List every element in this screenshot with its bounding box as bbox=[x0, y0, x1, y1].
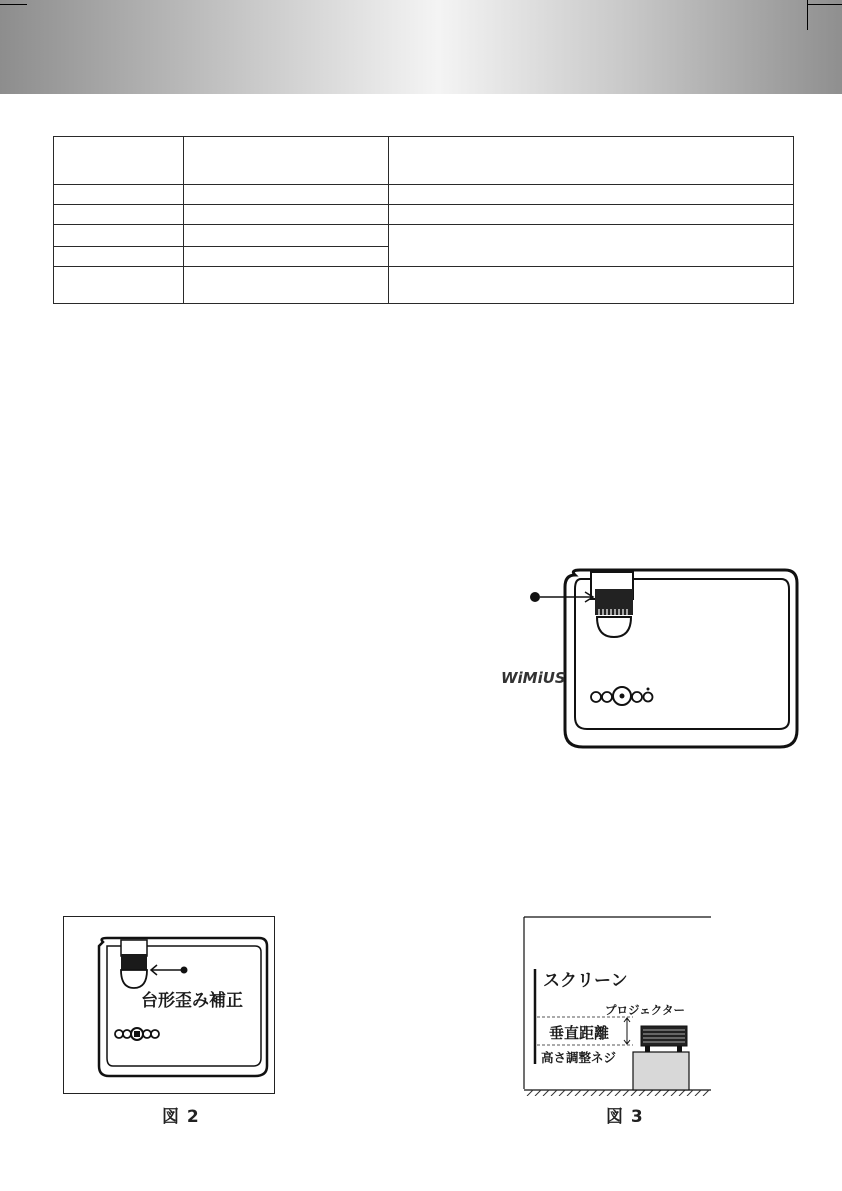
projector-figure bbox=[495, 565, 805, 755]
vertical-distance-label: 垂直距離 bbox=[549, 1024, 610, 1042]
table-cell bbox=[54, 267, 184, 304]
table-cell bbox=[389, 267, 794, 304]
table-cell bbox=[389, 205, 794, 225]
height-screw-label: 高さ調整ネジ bbox=[541, 1050, 617, 1065]
header-band bbox=[0, 0, 842, 94]
table-row bbox=[54, 267, 794, 304]
keystone-label: 台形歪み補正 bbox=[141, 991, 243, 1011]
crop-mark-top-right bbox=[808, 4, 842, 5]
screen-label: スクリーン bbox=[543, 971, 628, 991]
table-cell bbox=[184, 247, 389, 267]
brand-logo: WiMiUS bbox=[501, 669, 566, 687]
projector-top-view-icon bbox=[495, 565, 805, 755]
table-cell bbox=[389, 185, 794, 205]
table-cell-merged bbox=[389, 225, 794, 267]
table-cell bbox=[54, 225, 184, 247]
table-cell bbox=[54, 137, 184, 185]
table-cell bbox=[54, 185, 184, 205]
figure2-illustration bbox=[63, 916, 275, 1094]
table-cell bbox=[184, 225, 389, 247]
projector-placement-diagram-icon bbox=[515, 914, 715, 1096]
table-row bbox=[54, 205, 794, 225]
table-row bbox=[54, 137, 794, 185]
crop-mark-top-left bbox=[0, 4, 27, 5]
figure3-illustration bbox=[515, 914, 715, 1096]
table-cell bbox=[184, 185, 389, 205]
table-cell bbox=[184, 205, 389, 225]
projector-keystone-icon bbox=[63, 916, 275, 1094]
figure3-caption: 図 3 bbox=[606, 1107, 644, 1127]
crop-mark-right-vertical bbox=[807, 0, 808, 30]
table-row bbox=[54, 225, 794, 247]
projector-label: プロジェクター bbox=[605, 1003, 686, 1017]
table-cell bbox=[184, 137, 389, 185]
figure2-caption: 図 2 bbox=[162, 1107, 200, 1127]
table-cell bbox=[184, 267, 389, 304]
table-cell bbox=[54, 247, 184, 267]
spec-table bbox=[53, 136, 794, 304]
table-row bbox=[54, 185, 794, 205]
table-cell bbox=[54, 205, 184, 225]
table-cell bbox=[389, 137, 794, 185]
